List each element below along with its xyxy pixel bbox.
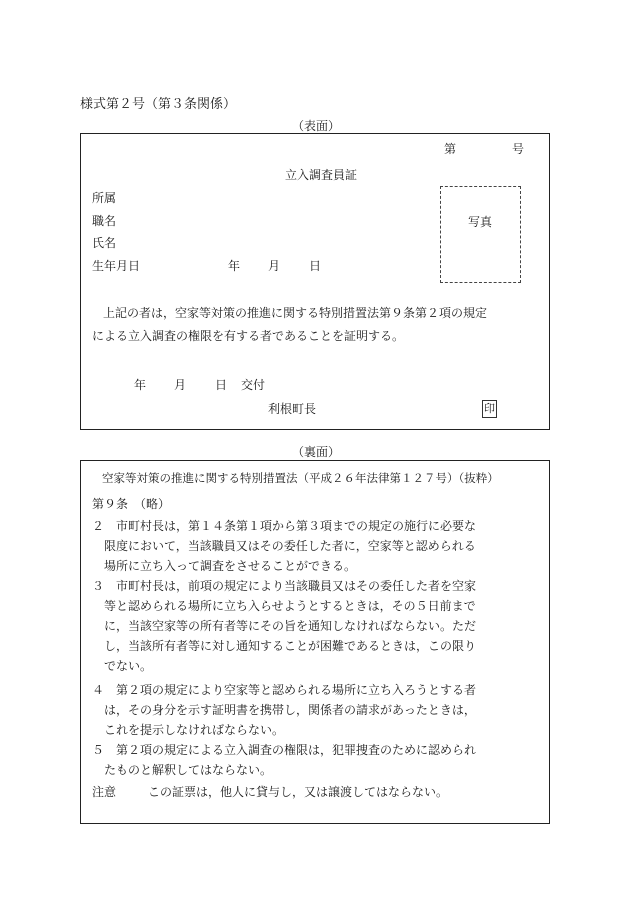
item-4-line3: これを提示しなければならない。 (104, 723, 285, 737)
item-3-line2: 等と認められる場所に立ち入らせようとするときは，その５日前まで (104, 599, 476, 613)
item-3-line3: に，当該空家等の所有者等にその旨を通知しなければならない。ただ (104, 619, 477, 633)
certification-line2: による立入調査の権限を有する者であることを証明する。 (92, 329, 405, 343)
item-2-line3: 場所に立ち入って調査をさせることができる。 (104, 559, 357, 573)
seal-mark: 印 (482, 400, 497, 418)
note-text: この証票は，他人に貸与し，又は譲渡してはならない。 (148, 785, 449, 799)
certification-line1: 上記の者は，空家等対策の推進に関する特別措置法第９条第２項の規定 (103, 306, 488, 320)
item-2-line2: 限度において，当該職員又はその委任した者に，空家等と認められる (104, 539, 476, 553)
note-label: 注意 (92, 785, 117, 799)
front-side-label: （表面） (292, 119, 341, 133)
item-2-line1: ２ 市町村長は，第１４条第１項から第３項までの規定の施行に必要な (92, 519, 477, 533)
back-card (80, 460, 550, 824)
item-3-line4: し，当該所有者等に対し通知することが困難であるときは，この限り (104, 639, 477, 653)
card-title: 立入調査員証 (285, 168, 358, 182)
front-card (80, 133, 550, 430)
birth-day-unit: 日 (309, 259, 322, 273)
item-4-line2: は，その身分を示す証明書を携帯し，関係者の請求があったときは， (104, 703, 476, 717)
birth-month-unit: 月 (268, 259, 281, 273)
field-birthdate: 生年月日 (92, 259, 141, 273)
field-position: 職名 (92, 214, 117, 228)
item-5-line2: たものと解釈してはならない。 (104, 763, 273, 777)
number-go: 号 (512, 142, 525, 156)
item-5-line1: ５ 第２項の規定による立入調査の権限は，犯罪捜査のために認められ (92, 743, 477, 757)
law-header: 空家等対策の推進に関する特別措置法（平成２６年法律第１２７号）（抜粋） (102, 471, 499, 485)
photo-label: 写真 (468, 215, 493, 229)
back-side-label: （裏面） (292, 445, 341, 459)
item-3-line5: でない。 (104, 659, 153, 673)
issuer: 利根町長 (268, 402, 317, 416)
item-4-line1: ４ 第２項の規定により空家等と認められる場所に立ち入ろうとする者 (92, 683, 477, 697)
field-affiliation: 所属 (92, 191, 117, 205)
issue-year-unit: 年 (134, 378, 147, 392)
field-name: 氏名 (92, 236, 117, 250)
form-title: 様式第２号（第３条関係） (80, 97, 237, 112)
issued-label: 交付 (241, 378, 266, 392)
birth-year-unit: 年 (228, 259, 241, 273)
item-3-line1: ３ 市町村長は，前項の規定により当該職員又はその委任した者を空家 (92, 579, 477, 593)
article-heading: 第９条 （略） (92, 497, 171, 511)
photo-box (440, 186, 521, 283)
number-dai: 第 (444, 142, 457, 156)
issue-month-unit: 月 (174, 378, 187, 392)
issue-day-unit: 日 (215, 378, 228, 392)
